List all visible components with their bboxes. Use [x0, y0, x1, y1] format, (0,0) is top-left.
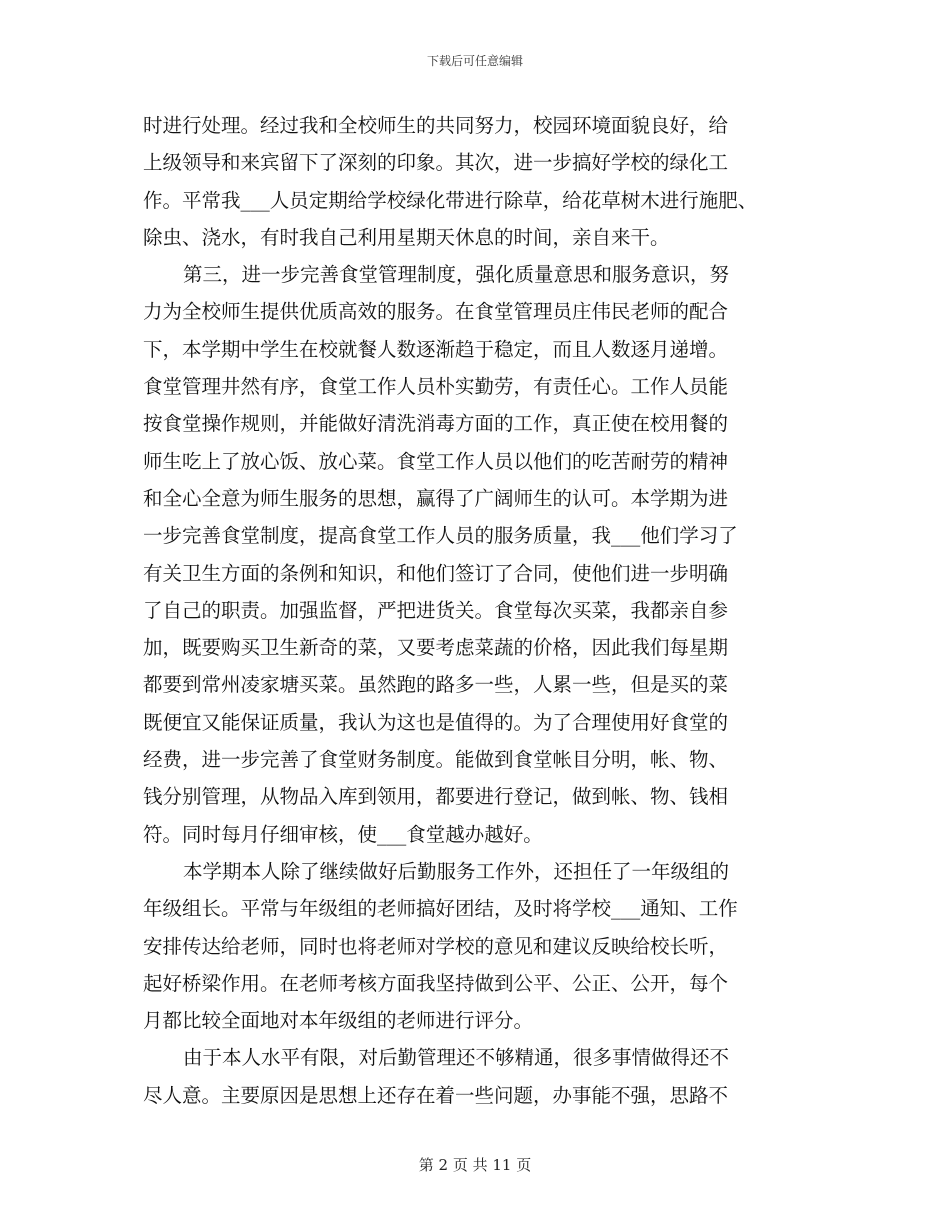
text-line: 符。同时每月仔细审核，使___食堂越办越好。 — [143, 822, 543, 846]
text-line: 本学期本人除了继续做好后勤服务工作外，还担任了一年级组的 — [183, 859, 730, 883]
page-footer: 第 2 页 共 11 页 — [418, 1156, 532, 1174]
text-line: 力为全校师生提供优质高效的服务。在食堂管理员庄伟民老师的配合 — [143, 300, 729, 324]
text-line: 下，本学期中学生在校就餐人数逐渐趋于稳定，而且人数逐月递增。 — [143, 337, 729, 361]
text-line: 一步完善食堂制度，提高食堂工作人员的服务质量，我___他们学习了 — [143, 524, 738, 548]
text-line: 由于本人水平有限，对后勤管理还不够精通，很多事情做得还不 — [183, 1046, 730, 1070]
text-line: 食堂管理井然有序，食堂工作人员朴实勤劳，有责任心。工作人员能 — [143, 375, 729, 399]
document-body — [143, 107, 843, 1114]
text-line: 年级组长。平常与年级组的老师搞好团结，及时将学校___通知、工作 — [143, 897, 738, 921]
text-line: 起好桥梁作用。在老师考核方面我坚持做到公平、公正、公开，每个 — [143, 971, 729, 995]
text-line: 经费，进一步完善了食堂财务制度。能做到食堂帐目分明，帐、物、 — [143, 748, 729, 772]
text-line: 加，既要购买卫生新奇的菜，又要考虑菜蔬的价格，因此我们每星期 — [143, 636, 729, 660]
text-line: 第三，进一步完善食堂管理制度，强化质量意思和服务意识，努 — [183, 263, 730, 287]
text-line: 既便宜又能保证质量，我认为这也是值得的。为了合理使用好食堂的 — [143, 710, 729, 734]
text-line: 有关卫生方面的条例和知识，和他们签订了合同，使他们进一步明确 — [143, 561, 729, 585]
text-line: 都要到常州凌家塘买菜。虽然跑的路多一些，人累一些，但是买的菜 — [143, 673, 729, 697]
text-line: 尽人意。主要原因是思想上还存在着一些问题，办事能不强，思路不 — [143, 1083, 729, 1107]
text-line: 月都比较全面地对本年级组的老师进行评分。 — [143, 1009, 534, 1033]
text-line: 作。平常我___人员定期给学校绿化带进行除草，给花草树木进行施肥、 — [143, 188, 758, 212]
text-line: 按食堂操作规则，并能做好清洗消毒方面的工作，真正使在校用餐的 — [143, 412, 729, 436]
text-line: 除虫、浇水，有时我自己利用星期天休息的时间，亲自来干。 — [143, 225, 670, 249]
page-header: 下载后可任意编辑 — [426, 54, 523, 68]
text-line: 安排传达给老师，同时也将老师对学校的意见和建议反映给校长听， — [143, 934, 729, 958]
text-line: 和全心全意为师生服务的思想，赢得了广阔师生的认可。本学期为进 — [143, 486, 729, 510]
text-line: 上级领导和来宾留下了深刻的印象。其次，进一步搞好学校的绿化工 — [143, 151, 729, 175]
text-line: 了自己的职责。加强监督，严把进货关。食堂每次买菜，我都亲自参 — [143, 598, 729, 622]
text-line: 钱分别管理，从物品入库到领用，都要进行登记，做到帐、物、钱相 — [143, 785, 729, 809]
text-line: 师生吃上了放心饭、放心菜。食堂工作人员以他们的吃苦耐劳的精神 — [143, 449, 729, 473]
text-line: 时进行处理。经过我和全校师生的共同努力，校园环境面貌良好，给 — [143, 114, 729, 137]
